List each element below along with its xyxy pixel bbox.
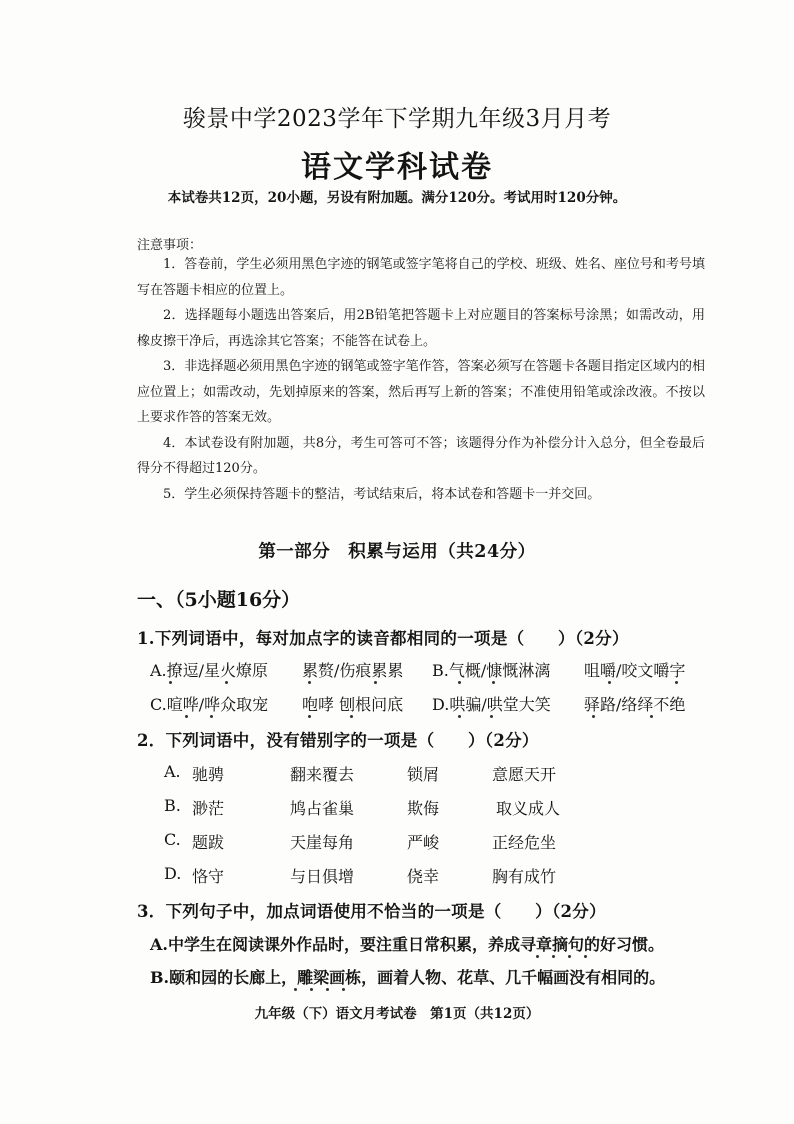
q1-option-b-1: B.气概/慷慨淋漓 [432,661,551,680]
emphasis-dot [608,681,611,684]
section-title: 一、（5小题16分） [137,589,301,611]
q2-option-letter: D. [164,864,182,883]
q3-option-b: B.颐和园的长廊上，雕梁画栋，画着人物、花草、几千幅画没有相同的。 [150,968,666,987]
q2-word: 欺侮 [407,799,440,818]
q2-word: 严峻 [407,833,440,852]
emphasis-dot [675,681,678,684]
emphasis-dot [458,715,461,718]
note-item: 2．选择题每小题选出答案后，用2B铅笔把答题卡上对应题目的答案标号涂黑；如需改动，用橡皮擦干净后，再选涂其它答案；不能答在试卷上。 [137,308,705,349]
note-item: 1．答卷前，学生必须用黑色字迹的钢笔或签字笔将自己的学校、班级、姓名、座位号和考号填写在答题卡相应的位置上。 [137,257,705,298]
notes-list [137,252,705,507]
emphasis-dot [308,715,311,718]
q2-word: 鸠占雀巢 [290,799,355,818]
emphasis-dot [210,715,213,718]
emphasis-dot [374,681,377,684]
exam-subtitle: 语文学科试卷 [301,150,493,185]
question-1-stem: 1.下列词语中，每对加点字的读音都相同的一项是（ ）（2分） [137,629,629,648]
emphasis-dot [308,681,311,684]
q1-option-d-2: 驿路/络绎不绝 [584,695,686,714]
emphasis-dot [185,715,188,718]
q2-word: 锁屑 [407,765,440,784]
emphasis-dot [490,715,493,718]
emphasis-dot [342,988,345,991]
question-2-stem: 2．下列词语中，没有错别字的一项是（ ）（2分） [137,731,539,750]
q2-option-letter: A. [164,762,181,781]
q1-option-b-2: 咀嚼/咬文嚼字 [584,661,686,680]
emphasis-dot [169,681,172,684]
part-title: 第一部分 积累与运用（共24分） [258,542,536,562]
note-item: 4．本试卷设有附加题，共8分，考生可答可不答；该题得分作为补偿分计入总分，但全卷最后得分不得超过120分。 [137,435,705,476]
q2-word: 与日俱增 [290,867,355,886]
emphasis-dot [552,955,555,958]
q1-option-c-2: 咆哮 刨根问底 [302,695,404,714]
exam-intro: 本试卷共12页，20小题，另设有附加题。满分120分。考试用时120分钟。 [167,190,627,206]
emphasis-dot [492,681,495,684]
q2-word: 取义成人 [496,799,561,818]
q1-option-d-1: D.哄骗/哄堂大笑 [432,695,551,714]
q1-option-c-1: C.喧哗/哗众取宠 [150,695,269,714]
q2-word: 驰骋 [192,765,225,784]
emphasis-dot [294,988,297,991]
emphasis-dot [225,681,228,684]
q2-word: 天崖每角 [290,833,355,852]
q1-option-a-1: A.撩逗/星火燎原 [150,661,269,680]
emphasis-dot [568,955,571,958]
q2-word: 翻来覆去 [290,765,355,784]
q2-word: 胸有成竹 [492,867,557,886]
emphasis-dot [326,988,329,991]
page-footer: 九年级（下）语文月考试卷 第1页（共12页） [254,1006,540,1022]
q1-option-a-2: 累赘/伤痕累累 [302,661,404,680]
q2-option-letter: C. [164,830,181,849]
q2-word: 渺茫 [192,799,225,818]
note-item: 3．非选择题必须用黑色字迹的钢笔或签字笔作答，答案必须写在答题卡各题目指定区域内的相应位置上；如需改动，先划掉原来的答案，然后再写上新的答案；不准使用铅笔或涂改液。不按以上要求作答的答案无效。 [137,359,705,425]
emphasis-dot [458,681,461,684]
q2-word: 侥幸 [407,867,440,886]
emphasis-dot [592,715,595,718]
q2-word: 题跋 [192,833,225,852]
question-3-stem: 3．下列句子中，加点词语使用不恰当的一项是（ ）（2分） [137,902,606,921]
emphasis-dot [650,715,653,718]
exam-title: 骏景中学2023学年下学期九年级3月月考 [182,106,612,132]
q3-option-a: A.中学生在阅读课外作品时，要注重日常积累，养成寻章摘句的好习惯。 [150,935,664,954]
q2-word: 意愿天开 [492,765,557,784]
q2-word: 正经危坐 [492,833,557,852]
note-item: 5．学生必须保持答题卡的整洁，考试结束后，将本试卷和答题卡一并交回。 [163,486,601,502]
emphasis-dot [350,715,353,718]
emphasis-dot [584,955,587,958]
q2-word: 恪守 [192,867,225,886]
emphasis-dot [536,955,539,958]
q2-option-letter: B. [164,796,181,815]
notes-heading: 注意事项： [137,238,203,253]
emphasis-dot [310,988,313,991]
